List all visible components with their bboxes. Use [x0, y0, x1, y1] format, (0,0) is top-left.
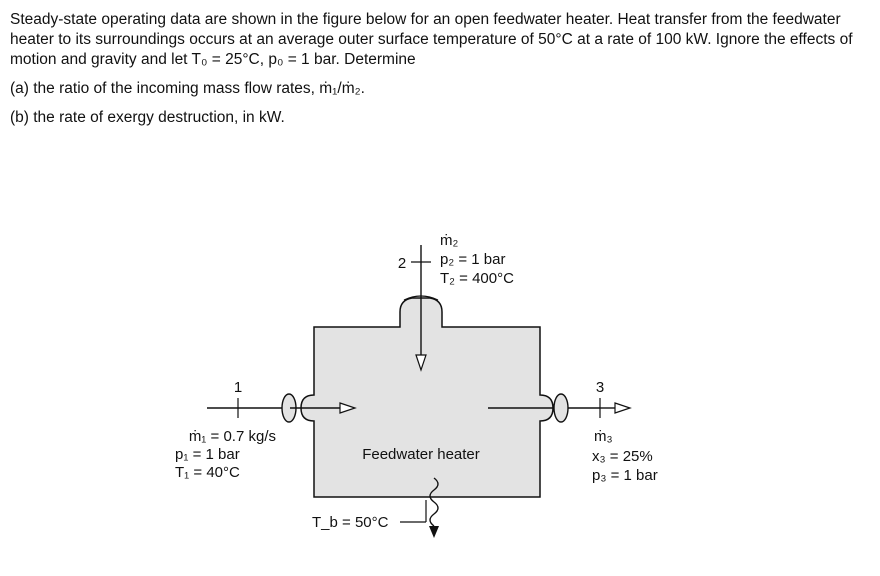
- problem-intro: Steady-state operating data are shown in the figure below for an open feedwater heater. Heat transfer from the feedwater heater to its surroundings occurs at an average outer surface temperature of 50°C at a rate of 100 kW. Ignore the effects of motion and gravity and let T₀ = 25°C, p₀ = 1 bar. Determine: [10, 11, 853, 68]
- state-3-mass-flow: ṁ₃: [594, 428, 613, 445]
- state-1-mass-flow: ṁ₁ = 0.7 kg/s: [188, 428, 276, 445]
- boundary-temperature: T_b = 50°C: [312, 514, 389, 531]
- part-a: (a) the ratio of the incoming mass flow rates, ṁ₁/ṁ₂.: [10, 80, 365, 97]
- state-3-number: 3: [595, 379, 605, 396]
- state-3-quality: x₃ = 25%: [592, 448, 653, 465]
- state-1-number: 1: [233, 379, 243, 396]
- state-3-pressure: p₃ = 1 bar: [592, 467, 658, 484]
- state-1-pressure: p₁ = 1 bar: [175, 446, 240, 463]
- vessel-label: Feedwater heater: [362, 446, 480, 463]
- state-2-pressure: p₂ = 1 bar: [440, 251, 506, 268]
- state-2-mass-flow: ṁ₂: [440, 232, 459, 249]
- state-1-temperature: T₁ = 40°C: [175, 464, 240, 481]
- part-b: (b) the rate of exergy destruction, in kW.: [10, 109, 285, 126]
- state-2-temperature: T₂ = 400°C: [440, 270, 514, 287]
- state-2-number: 2: [397, 255, 407, 272]
- vessel-body: [301, 298, 553, 497]
